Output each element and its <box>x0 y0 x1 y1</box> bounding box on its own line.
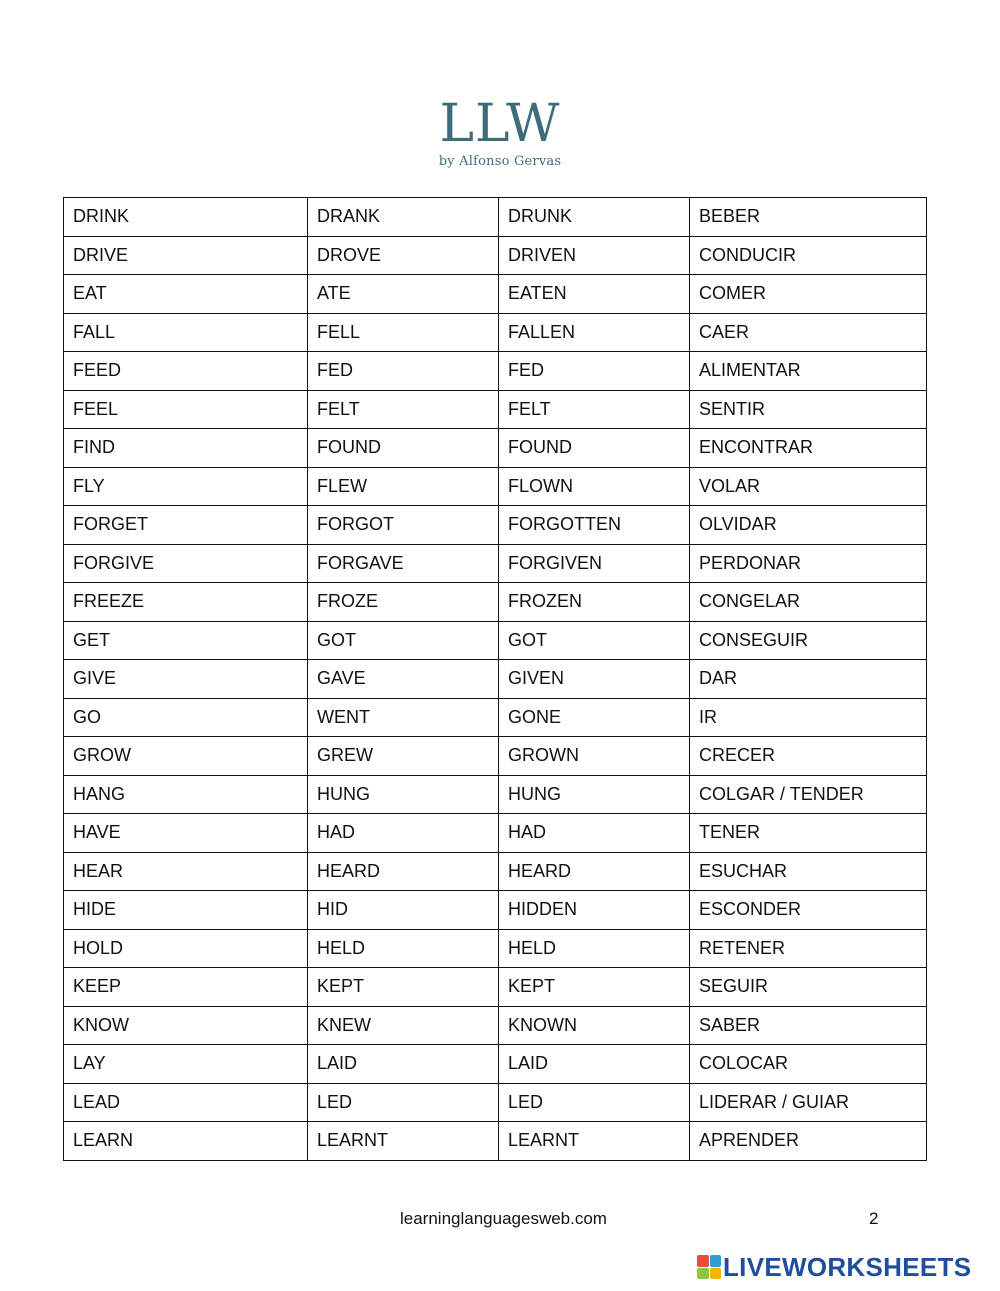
table-row <box>64 506 927 545</box>
table-cell: KEEP <box>64 968 308 1007</box>
table-row <box>64 1122 927 1161</box>
liveworksheets-logo-icon <box>697 1255 721 1279</box>
table-cell: LED <box>499 1083 690 1122</box>
table-row <box>64 1006 927 1045</box>
table-cell: VOLAR <box>690 467 927 506</box>
table-cell: LEARNT <box>499 1122 690 1161</box>
table-cell: FLEW <box>308 467 499 506</box>
table-row <box>64 390 927 429</box>
table-cell: CONGELAR <box>690 583 927 622</box>
table-cell: LED <box>308 1083 499 1122</box>
table-cell: FROZE <box>308 583 499 622</box>
table-cell: DRUNK <box>499 198 690 237</box>
table-row <box>64 660 927 699</box>
table-cell: LEARNT <box>308 1122 499 1161</box>
table-cell: GIVE <box>64 660 308 699</box>
table-cell: HEAR <box>64 852 308 891</box>
table-cell: LAID <box>499 1045 690 1084</box>
table-row <box>64 698 927 737</box>
table-row <box>64 313 927 352</box>
table-cell: HAVE <box>64 814 308 853</box>
table-cell: GONE <box>499 698 690 737</box>
table-cell: DROVE <box>308 236 499 275</box>
table-cell: PERDONAR <box>690 544 927 583</box>
table-row <box>64 467 927 506</box>
table-cell: FORGOTTEN <box>499 506 690 545</box>
table-cell: GOT <box>308 621 499 660</box>
logo-subtitle: by Alfonso Gervas <box>438 154 562 169</box>
table-cell: ESCONDER <box>690 891 927 930</box>
table-cell: FALLEN <box>499 313 690 352</box>
table-row <box>64 1045 927 1084</box>
table-cell: FALL <box>64 313 308 352</box>
table-cell: FIND <box>64 429 308 468</box>
logo-tile <box>697 1255 709 1267</box>
table-cell: HUNG <box>308 775 499 814</box>
table-cell: FEEL <box>64 390 308 429</box>
page-number: 2 <box>869 1209 879 1228</box>
table-cell: HIDDEN <box>499 891 690 930</box>
table-row <box>64 544 927 583</box>
table-cell: FELL <box>308 313 499 352</box>
table-cell: HELD <box>308 929 499 968</box>
table-cell: COLGAR / TENDER <box>690 775 927 814</box>
table-cell: LIDERAR / GUIAR <box>690 1083 927 1122</box>
logo-tile <box>697 1268 709 1280</box>
table-cell: SEGUIR <box>690 968 927 1007</box>
table-cell: GET <box>64 621 308 660</box>
table-cell: FORGIVEN <box>499 544 690 583</box>
table-cell: FORGAVE <box>308 544 499 583</box>
table-row <box>64 891 927 930</box>
table-cell: IR <box>690 698 927 737</box>
table-row <box>64 852 927 891</box>
table-cell: OLVIDAR <box>690 506 927 545</box>
table-cell: GROWN <box>499 737 690 776</box>
irregular-verbs-table <box>63 197 927 1161</box>
table-cell: HAD <box>499 814 690 853</box>
table-cell: FELT <box>499 390 690 429</box>
table-row <box>64 737 927 776</box>
table-cell: HEARD <box>308 852 499 891</box>
table-cell: TENER <box>690 814 927 853</box>
table-cell: WENT <box>308 698 499 737</box>
table-cell: HID <box>308 891 499 930</box>
table-cell: FED <box>499 352 690 391</box>
table-cell: HOLD <box>64 929 308 968</box>
table-cell: FOUND <box>499 429 690 468</box>
table-cell: ATE <box>308 275 499 314</box>
table-cell: FLOWN <box>499 467 690 506</box>
liveworksheets-badge[interactable] <box>697 1253 971 1281</box>
table-cell: EATEN <box>499 275 690 314</box>
table-cell: FLY <box>64 467 308 506</box>
table-cell: CAER <box>690 313 927 352</box>
table-cell: FORGOT <box>308 506 499 545</box>
table-cell: DRIVE <box>64 236 308 275</box>
footer-website: learninglanguagesweb.com <box>400 1209 607 1228</box>
table-cell: KEPT <box>308 968 499 1007</box>
table-cell: KNEW <box>308 1006 499 1045</box>
logo-title: LLW <box>439 94 561 154</box>
table-cell: GOT <box>499 621 690 660</box>
table-cell: BEBER <box>690 198 927 237</box>
table-cell: HAD <box>308 814 499 853</box>
table-cell: CONDUCIR <box>690 236 927 275</box>
table-cell: LEAD <box>64 1083 308 1122</box>
table-row <box>64 429 927 468</box>
table-cell: FOUND <box>308 429 499 468</box>
table-cell: LAY <box>64 1045 308 1084</box>
table-cell: ALIMENTAR <box>690 352 927 391</box>
logo-tile <box>710 1255 722 1267</box>
table-cell: APRENDER <box>690 1122 927 1161</box>
table-row <box>64 775 927 814</box>
table-row <box>64 621 927 660</box>
table-cell: FELT <box>308 390 499 429</box>
table-cell: HELD <box>499 929 690 968</box>
table-cell: GO <box>64 698 308 737</box>
table-cell: FREEZE <box>64 583 308 622</box>
table-row <box>64 583 927 622</box>
table-cell: FORGET <box>64 506 308 545</box>
table-cell: KNOWN <box>499 1006 690 1045</box>
table-cell: COMER <box>690 275 927 314</box>
table-cell: LEARN <box>64 1122 308 1161</box>
logo-tile <box>710 1268 722 1280</box>
liveworksheets-label: LIVEWORKSHEETS <box>723 1252 972 1282</box>
table-cell: FORGIVE <box>64 544 308 583</box>
table-row <box>64 968 927 1007</box>
table-cell: CRECER <box>690 737 927 776</box>
table-row <box>64 929 927 968</box>
table-cell: SABER <box>690 1006 927 1045</box>
table-cell: EAT <box>64 275 308 314</box>
table-cell: HUNG <box>499 775 690 814</box>
table-cell: KEPT <box>499 968 690 1007</box>
table-cell: ESUCHAR <box>690 852 927 891</box>
table-cell: KNOW <box>64 1006 308 1045</box>
table-cell: DRINK <box>64 198 308 237</box>
table-cell: GIVEN <box>499 660 690 699</box>
table-row <box>64 236 927 275</box>
table-cell: HIDE <box>64 891 308 930</box>
llw-logo <box>0 94 1000 169</box>
table-cell: DAR <box>690 660 927 699</box>
table-cell: LAID <box>308 1045 499 1084</box>
table-cell: FED <box>308 352 499 391</box>
table-cell: HANG <box>64 775 308 814</box>
table-row <box>64 198 927 237</box>
table-cell: GAVE <box>308 660 499 699</box>
table-cell: GROW <box>64 737 308 776</box>
table-row <box>64 1083 927 1122</box>
table-cell: COLOCAR <box>690 1045 927 1084</box>
table-row <box>64 814 927 853</box>
table-cell: GREW <box>308 737 499 776</box>
table-cell: FEED <box>64 352 308 391</box>
table-cell: DRIVEN <box>499 236 690 275</box>
table-row <box>64 275 927 314</box>
table-cell: HEARD <box>499 852 690 891</box>
table-cell: ENCONTRAR <box>690 429 927 468</box>
table-cell: CONSEGUIR <box>690 621 927 660</box>
table-row <box>64 352 927 391</box>
table-cell: FROZEN <box>499 583 690 622</box>
table-cell: DRANK <box>308 198 499 237</box>
table-cell: SENTIR <box>690 390 927 429</box>
table-cell: RETENER <box>690 929 927 968</box>
verb-table-body <box>64 198 927 1161</box>
